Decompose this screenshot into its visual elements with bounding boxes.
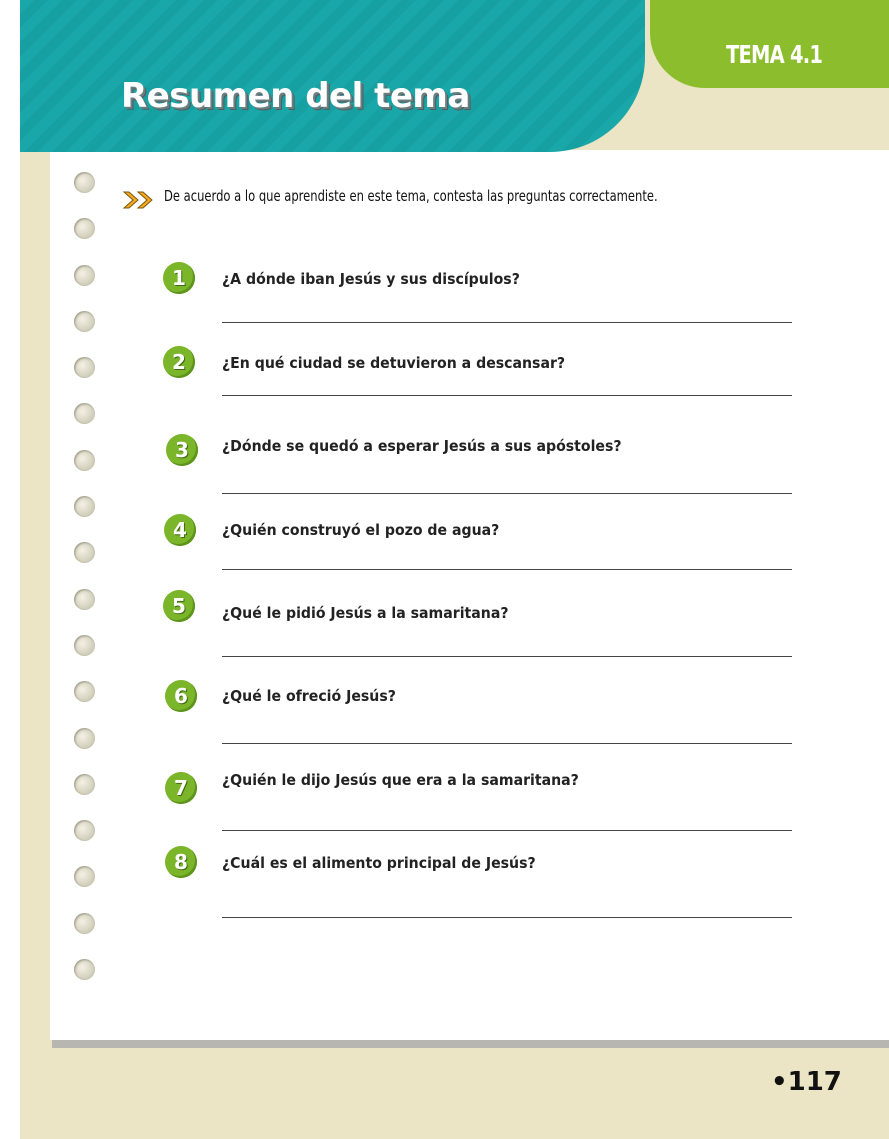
question-number-badge: 1 <box>163 262 195 294</box>
sheet-shadow <box>52 1040 889 1048</box>
answer-line[interactable] <box>222 493 792 494</box>
binder-hole <box>74 450 95 471</box>
question-number-badge: 6 <box>165 680 197 712</box>
binder-hole <box>74 820 95 841</box>
binder-hole <box>74 774 95 795</box>
binder-hole <box>74 311 95 332</box>
page-title: Resumen del tema <box>121 76 470 116</box>
question-number-badge: 8 <box>165 846 197 878</box>
question-text: ¿Cuál es el alimento principal de Jesús? <box>222 854 536 872</box>
answer-line[interactable] <box>222 569 792 570</box>
tema-label: TEMA 4.1 <box>726 40 823 69</box>
binder-hole <box>74 218 95 239</box>
question-text: ¿Qué le pidió Jesús a la samaritana? <box>222 604 509 622</box>
binder-hole <box>74 357 95 378</box>
binder-hole <box>74 172 95 193</box>
binder-hole <box>74 681 95 702</box>
question-number-badge: 5 <box>163 590 195 622</box>
double-chevron-right-icon <box>121 188 157 212</box>
binder-hole <box>74 542 95 563</box>
binder-hole <box>74 496 95 517</box>
question-number-badge: 2 <box>163 346 195 378</box>
question-text: ¿Quién le dijo Jesús que era a la samaritana? <box>222 771 579 789</box>
instruction-text: De acuerdo a lo que aprendiste en este tema, contesta las preguntas correctamente. <box>164 187 658 205</box>
answer-line[interactable] <box>222 395 792 396</box>
binder-hole <box>74 635 95 656</box>
binder-holes <box>74 172 95 1005</box>
binder-hole <box>74 403 95 424</box>
question-number-badge: 4 <box>164 514 196 546</box>
binder-hole <box>74 913 95 934</box>
binder-hole <box>74 959 95 980</box>
binder-hole <box>74 589 95 610</box>
binder-hole <box>74 265 95 286</box>
question-number-badge: 7 <box>165 772 197 804</box>
question-text: ¿Qué le ofreció Jesús? <box>222 687 396 705</box>
question-text: ¿Quién construyó el pozo de agua? <box>222 521 500 539</box>
question-number-badge: 3 <box>166 434 198 466</box>
binder-hole <box>74 728 95 749</box>
answer-line[interactable] <box>222 656 792 657</box>
question-text: ¿En qué ciudad se detuvieron a descansar? <box>222 354 566 372</box>
answer-line[interactable] <box>222 830 792 831</box>
question-text: ¿Dónde se quedó a esperar Jesús a sus apóstoles? <box>222 437 622 455</box>
answer-line[interactable] <box>222 917 792 918</box>
page-number: •117 <box>771 1067 842 1097</box>
question-text: ¿A dónde iban Jesús y sus discípulos? <box>222 270 520 288</box>
binder-hole <box>74 866 95 887</box>
answer-line[interactable] <box>222 322 792 323</box>
answer-line[interactable] <box>222 743 792 744</box>
